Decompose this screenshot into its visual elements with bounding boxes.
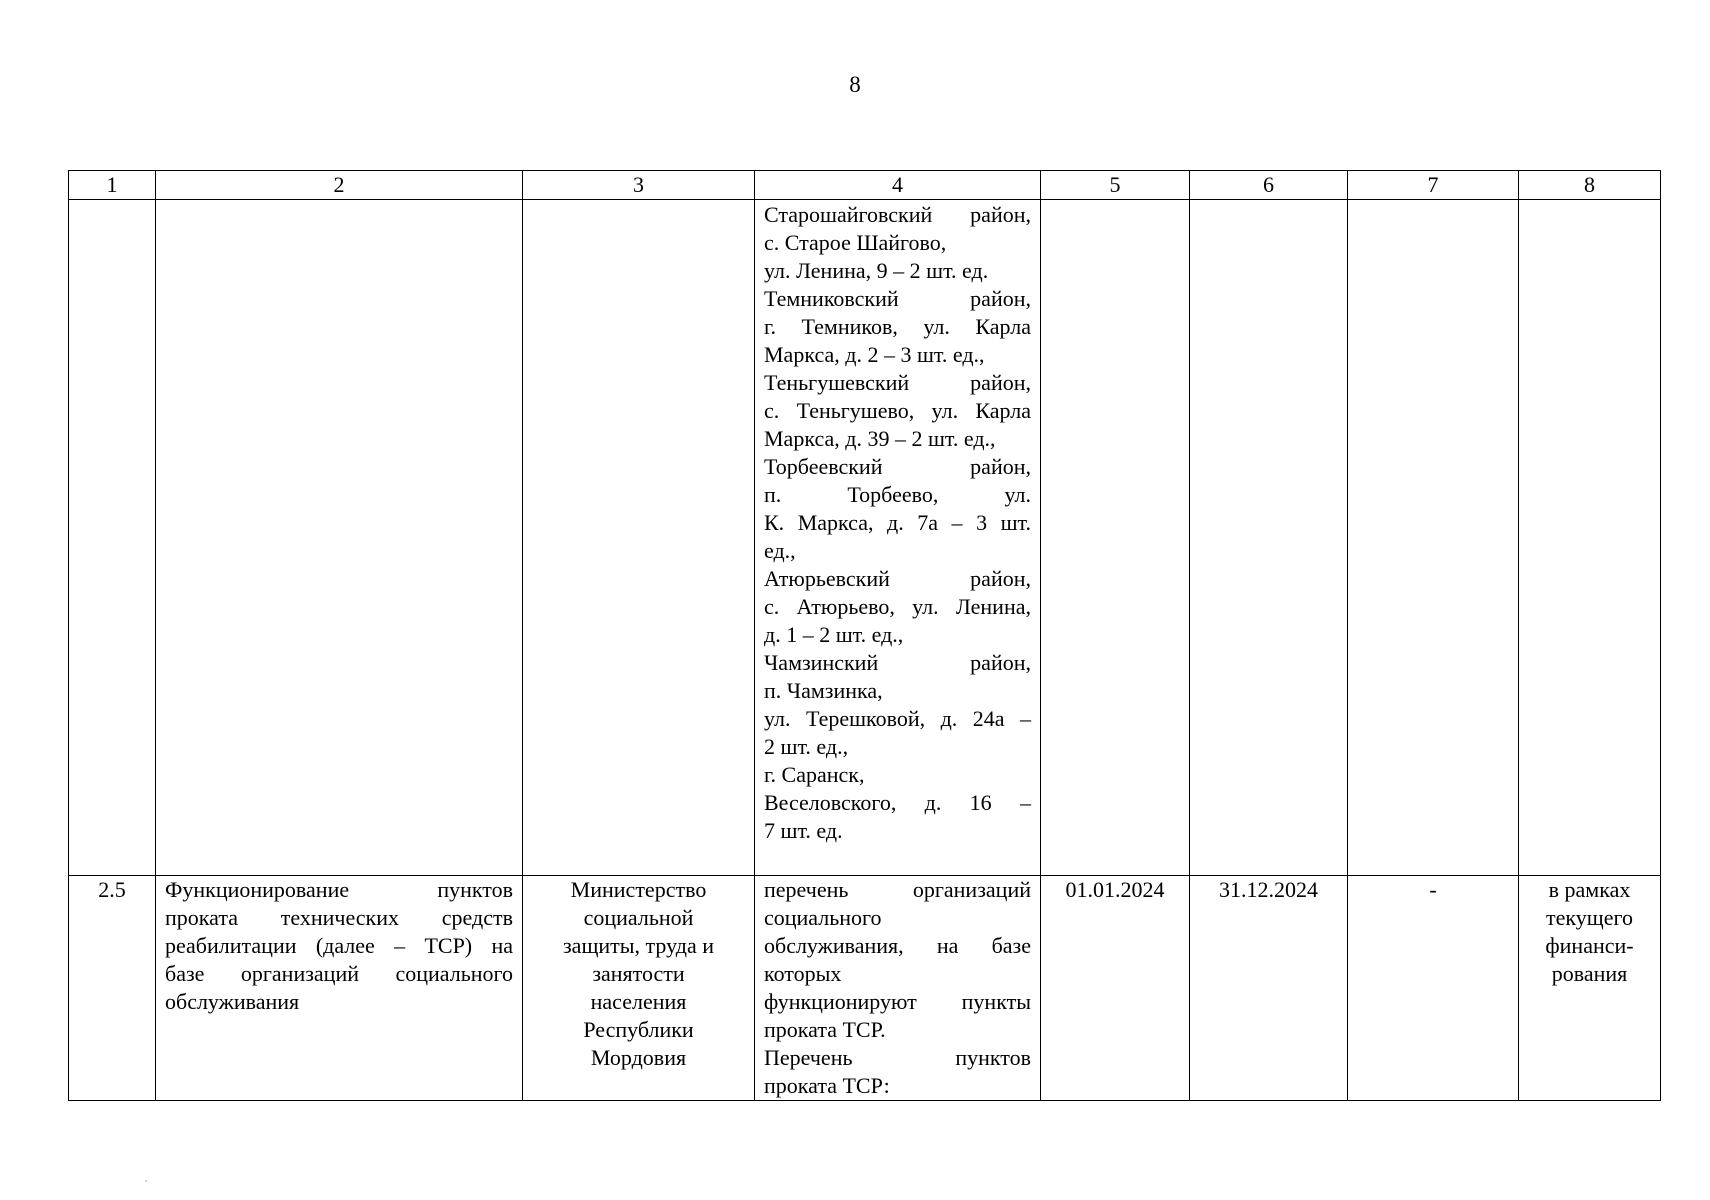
measure-name-line: Функционирование пунктов — [165, 877, 513, 902]
rental-point-line: с. Теньгушево, ул. Карла — [764, 398, 1031, 423]
funding-line: финанси- — [1545, 933, 1634, 958]
rental-point-line: К. Маркса, д. 7а – 3 шт. — [764, 510, 1031, 535]
header-cell-8: 8 — [1519, 171, 1661, 200]
measure-name-line: базе организаций социального — [165, 961, 513, 986]
executor-line: Мордовия — [590, 1045, 687, 1070]
expected-result-line: проката ТСР: — [764, 1073, 890, 1098]
funding-line: текущего — [1546, 905, 1633, 930]
rental-point-line: Старошайговский район, — [764, 202, 1031, 227]
rental-point-line: ул. Ленина, 9 – 2 шт. ед. — [764, 258, 989, 283]
rental-point-line: ед., — [764, 538, 796, 563]
rental-points-list — [764, 200, 1031, 845]
scan-artifact — [145, 1180, 147, 1182]
row-number: 2.5 — [69, 876, 156, 1101]
rental-point-line: 7 шт. ед. — [764, 818, 843, 843]
table-row-continuation — [69, 200, 1661, 876]
expected-result-line: Перечень пунктов — [764, 1045, 1031, 1070]
cell-rental-points-list — [755, 200, 1041, 876]
measure-name-line: обслуживания — [165, 989, 300, 1014]
rental-point-line: Теньгушевский район, — [764, 370, 1031, 395]
rental-point-line: с. Старое Шайгово, — [764, 230, 947, 255]
executor-line: населения — [590, 989, 687, 1014]
expected-result-line: обслуживания, на базе — [764, 933, 1031, 958]
cell-empty — [523, 200, 755, 876]
expected-result-line: социального — [764, 905, 882, 930]
cell-empty — [156, 200, 523, 876]
rental-point-line: п. Чамзинка, — [764, 678, 883, 703]
rental-point-line: Чамзинский район, — [764, 650, 1031, 675]
header-cell-4: 4 — [755, 171, 1041, 200]
expected-result-line: которых — [764, 961, 842, 986]
rental-point-line: г. Саранск, — [764, 762, 865, 787]
expected-result-line: проката ТСР. — [764, 1017, 886, 1042]
rental-point-line: Темниковский район, — [764, 286, 1031, 311]
rental-point-line: г. Темников, ул. Карла — [764, 314, 1031, 339]
rental-point-line: Маркса, д. 39 – 2 шт. ед., — [764, 426, 996, 451]
executor-line: социальной — [583, 905, 694, 930]
header-cell-1: 1 — [69, 171, 156, 200]
rental-point-line: п. Торбеево, ул. — [764, 482, 1031, 507]
rental-point-line: 2 шт. ед., — [764, 734, 849, 759]
cell-empty — [1519, 200, 1661, 876]
table-row-2-5 — [69, 876, 1661, 1101]
measure-name-line: проката технических средств — [165, 905, 513, 930]
measure-name — [156, 876, 523, 1101]
funding-source — [1519, 876, 1661, 1101]
expected-result-line: функционируют пункты — [764, 989, 1031, 1014]
executor-line: Республики — [583, 1017, 694, 1042]
header-cell-7: 7 — [1348, 171, 1519, 200]
funding-line: рования — [1551, 961, 1628, 986]
header-cell-2: 2 — [156, 171, 523, 200]
executor-line: занятости — [592, 961, 685, 986]
start-date: 01.01.2024 — [1041, 876, 1190, 1101]
end-date: 31.12.2024 — [1190, 876, 1348, 1101]
rental-point-line: Торбеевский район, — [764, 454, 1031, 479]
funding-line: в рамках — [1548, 877, 1631, 902]
header-cell-6: 6 — [1190, 171, 1348, 200]
header-cell-3: 3 — [523, 171, 755, 200]
page-number: 8 — [849, 72, 861, 97]
expected-result — [755, 876, 1041, 1101]
measure-name-line: реабилитации (далее – ТСР) на — [165, 933, 513, 958]
rental-point-line: с. Атюрьево, ул. Ленина, — [764, 594, 1031, 619]
header-cell-5: 5 — [1041, 171, 1190, 200]
executor-line: защиты, труда и — [562, 933, 714, 958]
table-header-row — [69, 171, 1661, 200]
rental-point-line: Атюрьевский район, — [764, 566, 1031, 591]
rental-point-line: ул. Терешковой, д. 24а – — [764, 706, 1031, 731]
executor-line: Министерство — [570, 877, 707, 902]
rental-point-line: Веселовского, д. 16 – — [764, 790, 1031, 815]
expected-result-line: перечень организаций — [764, 877, 1031, 902]
cell-empty — [1041, 200, 1190, 876]
executor — [523, 876, 755, 1101]
cell-empty — [69, 200, 156, 876]
measures-table — [68, 170, 1661, 1101]
cell-empty — [1348, 200, 1519, 876]
cell-empty — [1190, 200, 1348, 876]
col7-value: - — [1348, 876, 1519, 1101]
rental-point-line: Маркса, д. 2 – 3 шт. ед., — [764, 342, 985, 367]
rental-point-line: д. 1 – 2 шт. ед., — [764, 622, 904, 647]
